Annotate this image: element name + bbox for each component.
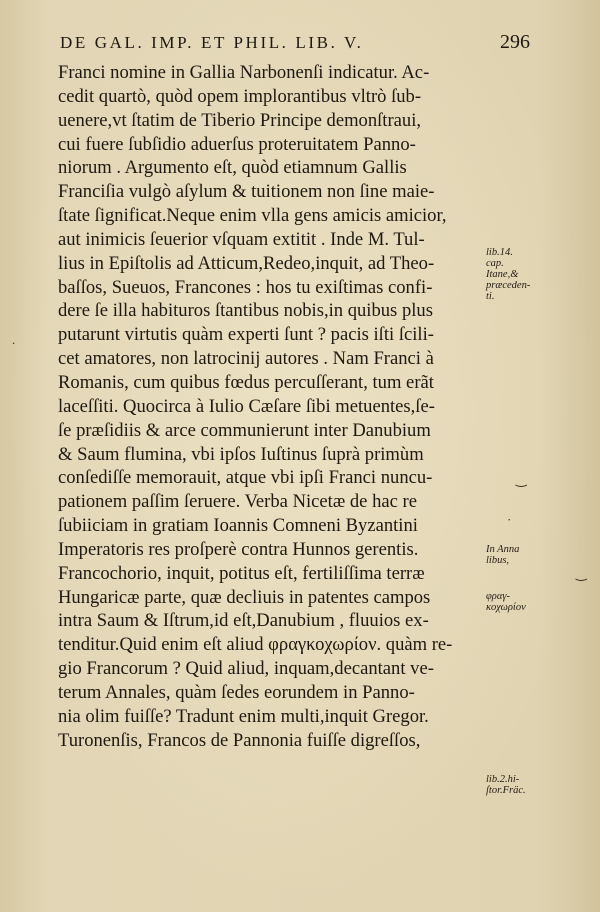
- text-line: lius in Epiſtolis ad Atticum,Redeo,inquit, ad Theo-: [58, 252, 435, 274]
- stray-mark: ·: [507, 512, 512, 527]
- text-line: cui fuere ſubſidio aduerſus proteruitatem Panno-: [58, 133, 416, 155]
- text-line: terum Annales, quàm ſedes eorundem in Panno-: [58, 681, 415, 703]
- text-line: putarunt virtutis quàm experti ſunt ? pacis iſti ſcili-: [58, 324, 434, 346]
- text-line: Turonenſis, Francos de Pannonia fuiſſe digreſſos,: [58, 729, 421, 751]
- text-line: Francochorio, inquit, potitus eſt, fertiliſſima terræ: [58, 562, 425, 584]
- body-text: [58, 61, 488, 752]
- stray-mark: .: [12, 332, 16, 347]
- stray-mark: ‿: [576, 566, 587, 581]
- margin-note: In Anna libus,: [486, 544, 520, 566]
- text-line: & Saum flumina, vbi ipſos Iuſtinus ſuprà primùm: [58, 443, 424, 465]
- text-line: cet amatores, non latrocinij autores . Nam Franci à: [58, 348, 434, 370]
- stray-mark: ‿: [516, 472, 527, 487]
- text-line: Franci nomine in Gallia Narbonenſi indicatur. Ac-: [58, 62, 430, 83]
- text-line: ſubiiciam in gratiam Ioannis Comneni Byzantini: [58, 515, 418, 537]
- text-line: intra Saum & Iſtrum,id eſt,Danubium , fluuios ex-: [58, 610, 429, 632]
- text-line: laceſſiti. Quocirca à Iulio Cæſare ſibi metuentes,ſe-: [58, 395, 435, 417]
- text-line: tenditur.Quid enim eſt aliud φραγκοχωρίον. quàm re-: [58, 634, 453, 656]
- running-head: DE GAL. IMP. ET PHIL. LIB. V.: [60, 33, 364, 52]
- text-line: dere ſe illa habituros ſtantibus nobis,in quibus plus: [58, 300, 433, 322]
- text-line: gio Francorum ? Quid aliud, inquam,decantant ve-: [58, 658, 434, 680]
- text-line: Franciſia vulgò aſylum & tuitionem non ſine maie-: [58, 181, 435, 203]
- margin-note: lib.14. cap. Itane,& præceden- ti.: [486, 247, 531, 302]
- text-line: ſe præſidiis & arce communierunt inter Danubium: [58, 419, 431, 441]
- page-header: [60, 31, 530, 57]
- text-line: baſſos, Sueuos, Francones : hos tu exiſtimas confi-: [58, 276, 433, 298]
- margin-note: lib.2.hi- ſtor.Fräc.: [486, 774, 526, 796]
- margin-note: φραγ- κοχωρίον: [486, 591, 526, 613]
- text-line: aut inimicis ſeuerior vſquam extitit . Inde M. Tul-: [58, 228, 425, 250]
- text-line: Hungaricæ parte, quæ decliuis in patentes campos: [58, 586, 431, 608]
- text-line: nia olim fuiſſe? Tradunt enim multi,inquit Gregor.: [58, 705, 429, 727]
- text-line: conſediſſe memorauit, atque vbi ipſi Franci nuncu-: [58, 467, 433, 489]
- text-line: uenere,vt ſtatim de Tiberio Principe demonſtraui,: [58, 109, 422, 131]
- text-line: Imperatoris res proſperè contra Hunnos gerentis.: [58, 538, 419, 560]
- text-line: niorum . Argumento eſt, quòd etiamnum Gallis: [58, 157, 407, 179]
- text-line: Romanis, cum quibus fœdus percuſſerant, tum erãt: [58, 371, 434, 393]
- text-line: pationem paſſim ſeruere. Verba Nicetæ de hac re: [58, 491, 417, 513]
- text-line: ſtate ſignificat.Neque enim vlla gens amicis amicior,: [58, 205, 447, 227]
- text-line: cedit quartò, quòd opem implorantibus vltrò ſub-: [58, 85, 422, 107]
- page-number: 296: [500, 31, 530, 53]
